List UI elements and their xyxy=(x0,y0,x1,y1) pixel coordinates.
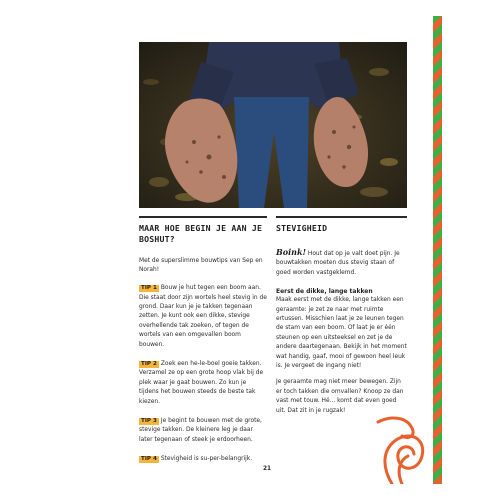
tip-3 xyxy=(139,417,267,445)
tip-text: Stevigheid is su-per-belangrijk. xyxy=(160,456,253,463)
tip-2 xyxy=(139,360,267,407)
page-number: 21 xyxy=(263,466,272,472)
tip-label: TIP 4 xyxy=(141,456,157,463)
left-column xyxy=(139,216,267,465)
right-paragraph-1: Maak eerst met de dikke, lange takken een geraamte: je zet ze naar met ruimte ertussen. Misschien laat je ze leunen tegen de stam van een boom. Of laat je er één steunen op een uitsteeksel en zet je de andere daartegenaan. Bekijk in het moment wat handig, gaaf, mooi of gewoon heel leuk is. Je vergeet de ingang niet! xyxy=(276,297,407,370)
tip-label: TIP 2 xyxy=(141,361,157,368)
photo-dirty-hands xyxy=(139,42,407,208)
tip-4 xyxy=(139,455,267,464)
left-intro: Met de superslimme bouwtips van Sep en Norah! xyxy=(139,258,263,273)
tip-1 xyxy=(139,284,267,350)
rope-coil-illustration xyxy=(372,412,432,484)
right-subhead: Eerst de dikke, lange takken xyxy=(276,288,373,296)
rope-border-decoration xyxy=(433,16,442,484)
tip-text: Bouw je hut tegen een boom aan. Die staat door zijn wortels heel stevig in de grond. Daar kun je je takken tegenaan zetten. Je kunt ook een dikke, stevige overhellende tak zoeken, of tegen de wortels van een omgevallen boom bouwen. xyxy=(139,285,267,348)
tip-text: Zoek een he-le-boel goeie takken. Verzamel ze op een grote hoop vlak bij de plek waar je gaat bouwen. Zo kun je tijdens het bouwen steeds de beste tak kiezen. xyxy=(139,361,264,405)
boink-exclamation: Boink! xyxy=(276,247,307,257)
right-intro xyxy=(276,248,407,278)
tip-label: TIP 3 xyxy=(141,418,157,425)
right-intro-text: Hout dat op je valt doet pijn. Je bouwtakken moeten dus stevig staan of goed worden vastgeklemd. xyxy=(276,251,400,276)
right-column xyxy=(276,216,407,416)
tip-label: TIP 1 xyxy=(141,285,157,292)
divider-line xyxy=(276,216,407,218)
tip-text: Je begint te bouwen met de grote, stevige takken. De kleinere leg je daar later tegenaan of steek je erdoorheen. xyxy=(139,418,262,443)
right-paragraph-2: Je geraamte mag niet meer bewegen. Zijn er toch takken die omvallen? Knoop ze dan vast met touw. Hé... komt dat even goed uit. Dat zit in je rugzak! xyxy=(276,379,404,414)
right-heading: STEVIGHEID xyxy=(276,223,328,233)
left-heading: MAAR HOE BEGIN JE AAN JE BOSHUT? xyxy=(139,223,263,244)
divider-line xyxy=(139,216,267,218)
